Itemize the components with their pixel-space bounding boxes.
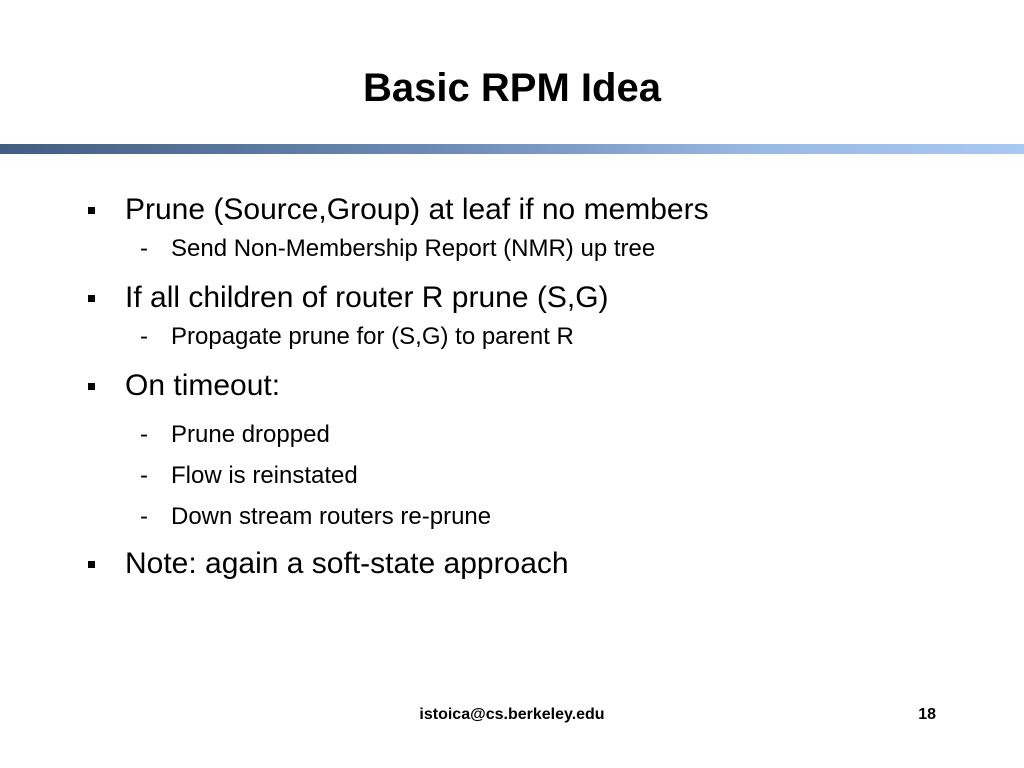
sub-bullet-item (86, 234, 986, 264)
bullet-text: Prune (Source,Group) at leaf if no members (125, 193, 709, 226)
sub-bullet-text: Prune dropped (171, 421, 330, 448)
title-gradient-bar (0, 144, 1024, 154)
square-bullet-icon (88, 295, 95, 302)
sub-bullet-text: Down stream routers re-prune (171, 503, 492, 530)
dash-marker: - (140, 462, 148, 489)
bullet-text: On timeout: (125, 369, 281, 402)
bullet-text: Note: again a soft-state approach (125, 547, 569, 580)
footer-email: istoica@cs.berkeley.edu (419, 706, 605, 723)
sub-bullet-item (86, 420, 986, 450)
square-bullet-icon (88, 561, 95, 568)
bullet-item (86, 278, 986, 318)
page-number: 18 (918, 706, 936, 723)
sub-bullet-item (86, 502, 986, 532)
bullet-text: If all children of router R prune (S,G) (125, 281, 609, 314)
sub-bullet-item (86, 322, 986, 352)
sub-bullet-text: Flow is reinstated (171, 462, 358, 489)
dash-marker: - (140, 235, 148, 262)
bullet-item (86, 366, 986, 406)
dash-marker: - (140, 421, 148, 448)
dash-marker: - (140, 503, 148, 530)
sub-bullet-text: Send Non-Membership Report (NMR) up tree (171, 235, 656, 262)
bullet-item (86, 190, 986, 230)
sub-bullet-text: Propagate prune for (S,G) to parent R (171, 323, 574, 350)
square-bullet-icon (88, 383, 95, 390)
slide-title: Basic RPM Idea (363, 66, 661, 110)
sub-bullet-item (86, 461, 986, 491)
bullet-item (86, 544, 986, 584)
square-bullet-icon (88, 207, 95, 214)
slide-content (86, 190, 986, 584)
dash-marker: - (140, 323, 148, 350)
